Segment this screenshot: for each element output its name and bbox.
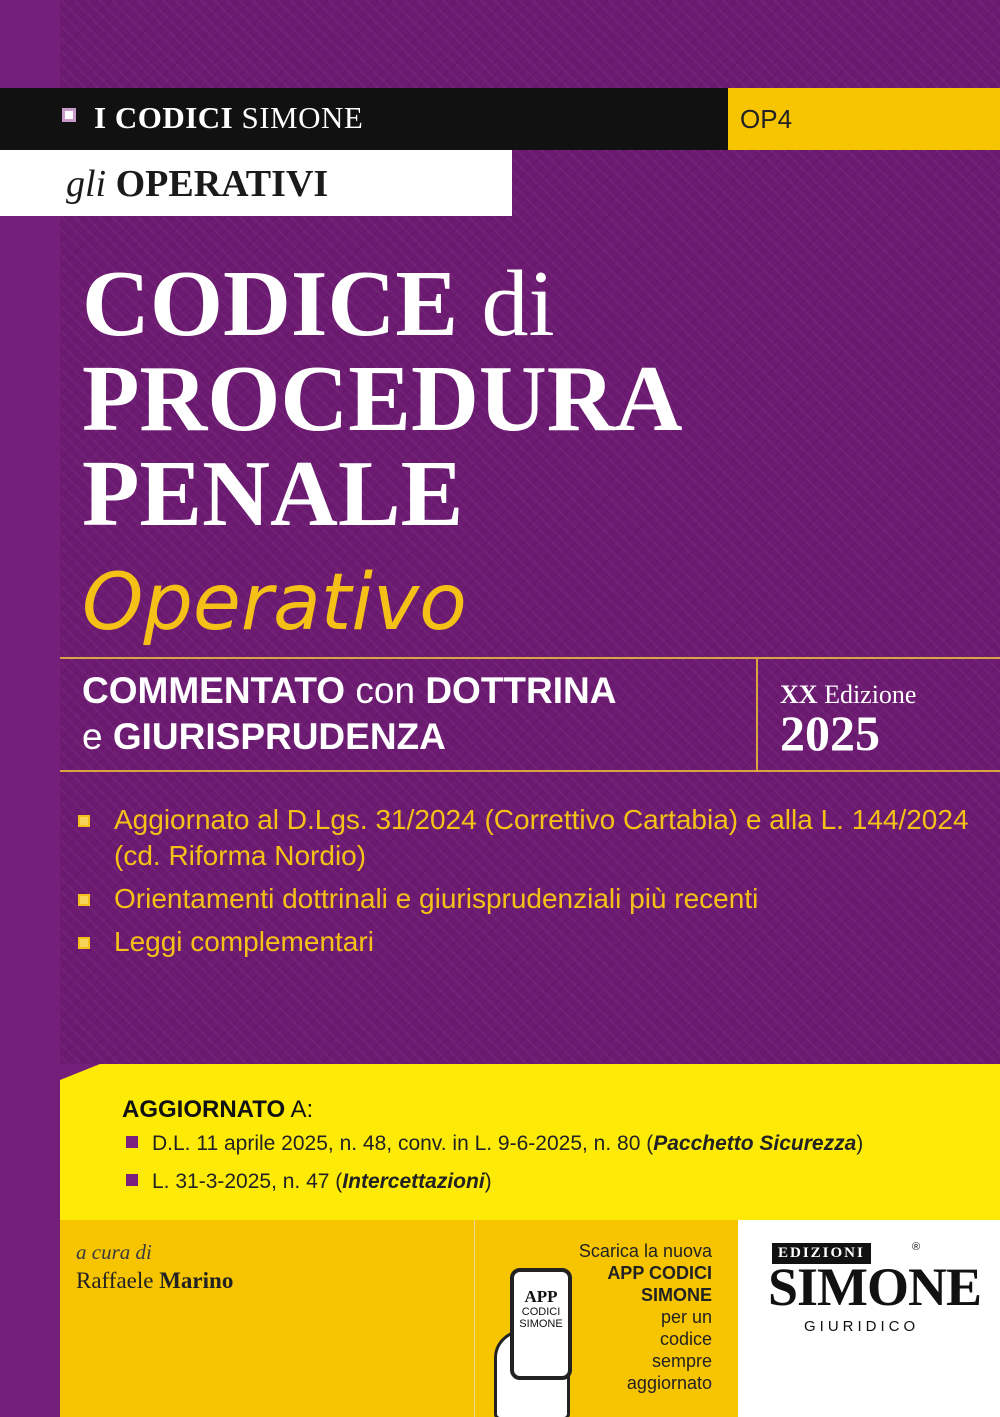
feature-item [78, 881, 978, 917]
edition-divider [756, 657, 758, 772]
edition-number: XX [780, 680, 818, 709]
subtitle-con: con [345, 670, 426, 711]
subseries-prefix: gli [66, 163, 107, 205]
subseries-title: OPERATIVI [106, 163, 329, 205]
square-bullet-icon [78, 815, 90, 827]
app-promo-line: per un [660, 1307, 712, 1327]
square-bullet-icon [78, 937, 90, 949]
title-operativo: Operativo [82, 558, 467, 648]
square-bullet-icon [62, 108, 76, 122]
curator-first-name: Raffaele [76, 1268, 160, 1293]
update-item-close: ) [484, 1170, 492, 1193]
update-item-2 [126, 1170, 492, 1194]
title-di: di [458, 252, 555, 356]
feature-text: Leggi complementari [114, 926, 374, 957]
update-title-rest: A: [285, 1096, 314, 1123]
feature-text: Aggiornato al D.Lgs. 31/2024 (Correttivo Cartabia) e alla L. 144/2024 (cd. Riforma Nordio) [114, 804, 969, 871]
square-bullet-icon [78, 894, 90, 906]
phone-app-line2: SIMONE [519, 1318, 563, 1330]
app-promo-line: codice [659, 1329, 712, 1349]
subtitle-giurisprudenza: GIURISPRUDENZA [112, 716, 446, 757]
update-item-emphasis: Intercettazioni [342, 1170, 485, 1193]
edition-year: 2025 [780, 705, 880, 761]
subtitle-dottrina: DOTTRINA [425, 670, 617, 711]
top-rule [60, 657, 1000, 659]
series-brand-rest: SIMONE [233, 100, 364, 135]
publisher-name: SIMONE [768, 1257, 982, 1317]
bottom-divider [474, 1220, 475, 1417]
feature-item [78, 802, 978, 874]
subtitle [82, 668, 616, 760]
update-item-text: L. 31-3-2025, n. 47 ( [152, 1170, 343, 1193]
update-item-emphasis: Pacchetto Sicurezza [653, 1132, 857, 1155]
subtitle-e: e [82, 716, 113, 757]
edition-word: Edizione [817, 680, 917, 709]
registered-icon: ® [912, 1241, 921, 1253]
curator-label: a cura di [76, 1240, 152, 1264]
square-bullet-icon [126, 1174, 138, 1186]
update-title [122, 1096, 313, 1124]
title-line-3: PENALE [82, 442, 464, 546]
title-line-1 [82, 250, 555, 358]
app-promo-text [540, 1240, 712, 1394]
title-line-2: PROCEDURA [82, 347, 683, 451]
feature-list [78, 802, 978, 967]
phone-app-big: APP [524, 1287, 558, 1306]
app-promo-line: Scarica la nuova [578, 1241, 712, 1261]
publisher-division: GIURIDICO [804, 1318, 920, 1335]
feature-item [78, 924, 978, 960]
curator-name [76, 1268, 233, 1294]
update-item-text: D.L. 11 aprile 2025, n. 48, conv. in L. 9-6-2025, n. 80 ( [152, 1132, 654, 1155]
subtitle-commentato: COMMENTATO [82, 670, 346, 711]
app-promo-line: aggiornato [626, 1373, 712, 1393]
update-title-bold: AGGIORNATO [122, 1096, 286, 1123]
phone-app-line1: CODICI [521, 1306, 561, 1318]
update-item-close: ) [856, 1132, 864, 1155]
bottom-rule [60, 770, 1000, 772]
publisher-edizioni: EDIZIONI [772, 1243, 871, 1264]
app-promo-line: sempre [651, 1351, 712, 1371]
title-codice: CODICE [82, 252, 459, 356]
subseries-name [66, 162, 328, 206]
feature-text: Orientamenti dottrinali e giurisprudenziali più recenti [114, 883, 759, 914]
curator-last-name: Marino [159, 1268, 234, 1293]
app-promo-line: SIMONE [640, 1285, 712, 1305]
series-code: OP4 [740, 104, 793, 134]
series-name [94, 100, 363, 136]
square-bullet-icon [126, 1136, 138, 1148]
series-brand-bold: I CODICI [94, 100, 234, 135]
app-promo-line: APP CODICI [607, 1263, 712, 1283]
update-item-1 [126, 1132, 863, 1156]
update-box-notch [60, 1064, 100, 1080]
